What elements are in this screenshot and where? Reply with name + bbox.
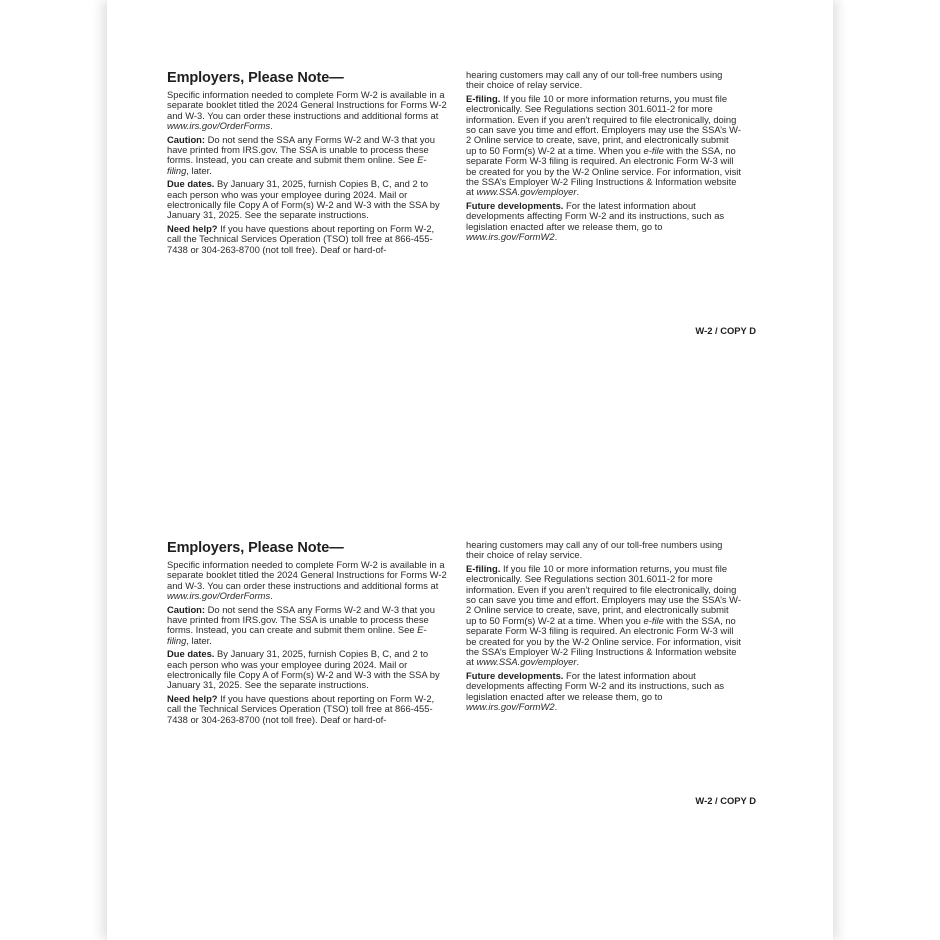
continuation-paragraph: hearing customers may call any of our toll-free numbers using their choice of relay service. — [466, 539, 723, 561]
copy-label: W-2 / COPY D — [695, 325, 756, 336]
due-dates-paragraph: Due dates. By January 31, 2025, furnish Copies B, C, and 2 to each person who was your employee during 2024. Mail or electronically file Copy A of Form(s) W-2 and W-3 with the SSA by January 31, 2025. See the separate instructions. — [167, 178, 440, 221]
notice-heading: Employers, Please Note— — [167, 70, 344, 86]
intro-paragraph: Specific information needed to complete Form W-2 is available in a separate booklet titled the 2024 General Instructions for Forms W-2 and W-3. You can order these instructions and additional forms at www.irs.gov/OrderForms. — [167, 89, 447, 132]
intro-paragraph: Specific information needed to complete Form W-2 is available in a separate booklet titled the 2024 General Instructions for Forms W-2 and W-3. You can order these instructions and additional forms at www.irs.gov/OrderForms. — [167, 559, 447, 602]
need-help-paragraph: Need help? If you have questions about reporting on Form W-2, call the Technical Services Operation (TSO) toll free at 866-455-7438 or 304-263-8700 (not toll free). Deaf or hard-of- — [167, 222, 435, 255]
need-help-label: Need help? — [167, 222, 218, 234]
efiling-label: E-filing. — [466, 92, 501, 104]
efiling-paragraph: E-filing. If you file 10 or more information returns, you must file electronically. See Regulations section 301.6011-2 for more information. Even if you aren’t required to file electronically, doing so can save you time and effort. Employers may use the SSA’s W-2 Online service to create, save, print, and electronically submit up to 50 Form(s) W-2 at a time. When you e-file with the SSA, no separate Form W-3 filing is required. An electronic Form W-3 will be created for you by the W-2 Online service. For information, visit the SSA’s Employer W-2 Filing Instructions & Information website at www.SSA.gov/employer. — [466, 562, 741, 668]
right-column — [466, 70, 741, 246]
right-column — [466, 540, 741, 716]
form-page — [107, 0, 833, 940]
due-dates-label: Due dates. — [167, 648, 215, 660]
caution-label: Caution: — [167, 603, 206, 615]
copy-bottom — [107, 470, 833, 940]
copy-top — [107, 0, 833, 470]
order-forms-link: www.irs.gov/OrderForms — [167, 590, 271, 602]
left-column — [167, 540, 447, 728]
future-developments-label: Future developments. — [466, 199, 564, 211]
need-help-paragraph: Need help? If you have questions about reporting on Form W-2, call the Technical Services Operation (TSO) toll free at 866-455-7438 or 304-263-8700 (not toll free). Deaf or hard-of- — [167, 692, 435, 725]
copy-label: W-2 / COPY D — [695, 795, 756, 806]
future-developments-label: Future developments. — [466, 669, 564, 681]
due-dates-paragraph: Due dates. By January 31, 2025, furnish Copies B, C, and 2 to each person who was your employee during 2024. Mail or electronically file Copy A of Form(s) W-2 and W-3 with the SSA by January 31, 2025. See the separate instructions. — [167, 648, 440, 691]
left-column — [167, 70, 447, 258]
order-forms-link: www.irs.gov/OrderForms — [167, 120, 271, 132]
caution-paragraph: Caution: Do not send the SSA any Forms W-2 and W-3 that you have printed from IRS.gov. The SSA is unable to process these forms. Instead, you can create and submit them online. See E-filing, later. — [167, 603, 435, 646]
efiling-label: E-filing. — [466, 562, 501, 574]
need-help-label: Need help? — [167, 692, 218, 704]
continuation-paragraph: hearing customers may call any of our toll-free numbers using their choice of relay service. — [466, 69, 723, 91]
ssa-employer-link: www.SSA.gov/employer — [476, 186, 577, 198]
caution-paragraph: Caution: Do not send the SSA any Forms W-2 and W-3 that you have printed from IRS.gov. The SSA is unable to process these forms. Instead, you can create and submit them online. See E-filing, later. — [167, 133, 435, 176]
ssa-employer-link: www.SSA.gov/employer — [476, 656, 577, 668]
future-developments-paragraph: Future developments. For the latest information about developments affecting Form W-2 and its instructions, such as legislation enacted after we release them, go to www.irs.gov/FormW2. — [466, 669, 725, 713]
form-w2-link: www.irs.gov/FormW2 — [466, 701, 555, 713]
efiling-paragraph: E-filing. If you file 10 or more information returns, you must file electronically. See Regulations section 301.6011-2 for more information. Even if you aren’t required to file electronically, doing so can save you time and effort. Employers may use the SSA’s W-2 Online service to create, save, print, and electronically submit up to 50 Form(s) W-2 at a time. When you e-file with the SSA, no separate Form W-3 filing is required. An electronic Form W-3 will be created for you by the W-2 Online service. For information, visit the SSA’s Employer W-2 Filing Instructions & Information website at www.SSA.gov/employer. — [466, 92, 741, 198]
form-w2-link: www.irs.gov/FormW2 — [466, 231, 555, 243]
future-developments-paragraph: Future developments. For the latest information about developments affecting Form W-2 and its instructions, such as legislation enacted after we release them, go to www.irs.gov/FormW2. — [466, 199, 725, 243]
due-dates-label: Due dates. — [167, 178, 215, 190]
notice-heading: Employers, Please Note— — [167, 540, 344, 556]
caution-label: Caution: — [167, 133, 206, 145]
